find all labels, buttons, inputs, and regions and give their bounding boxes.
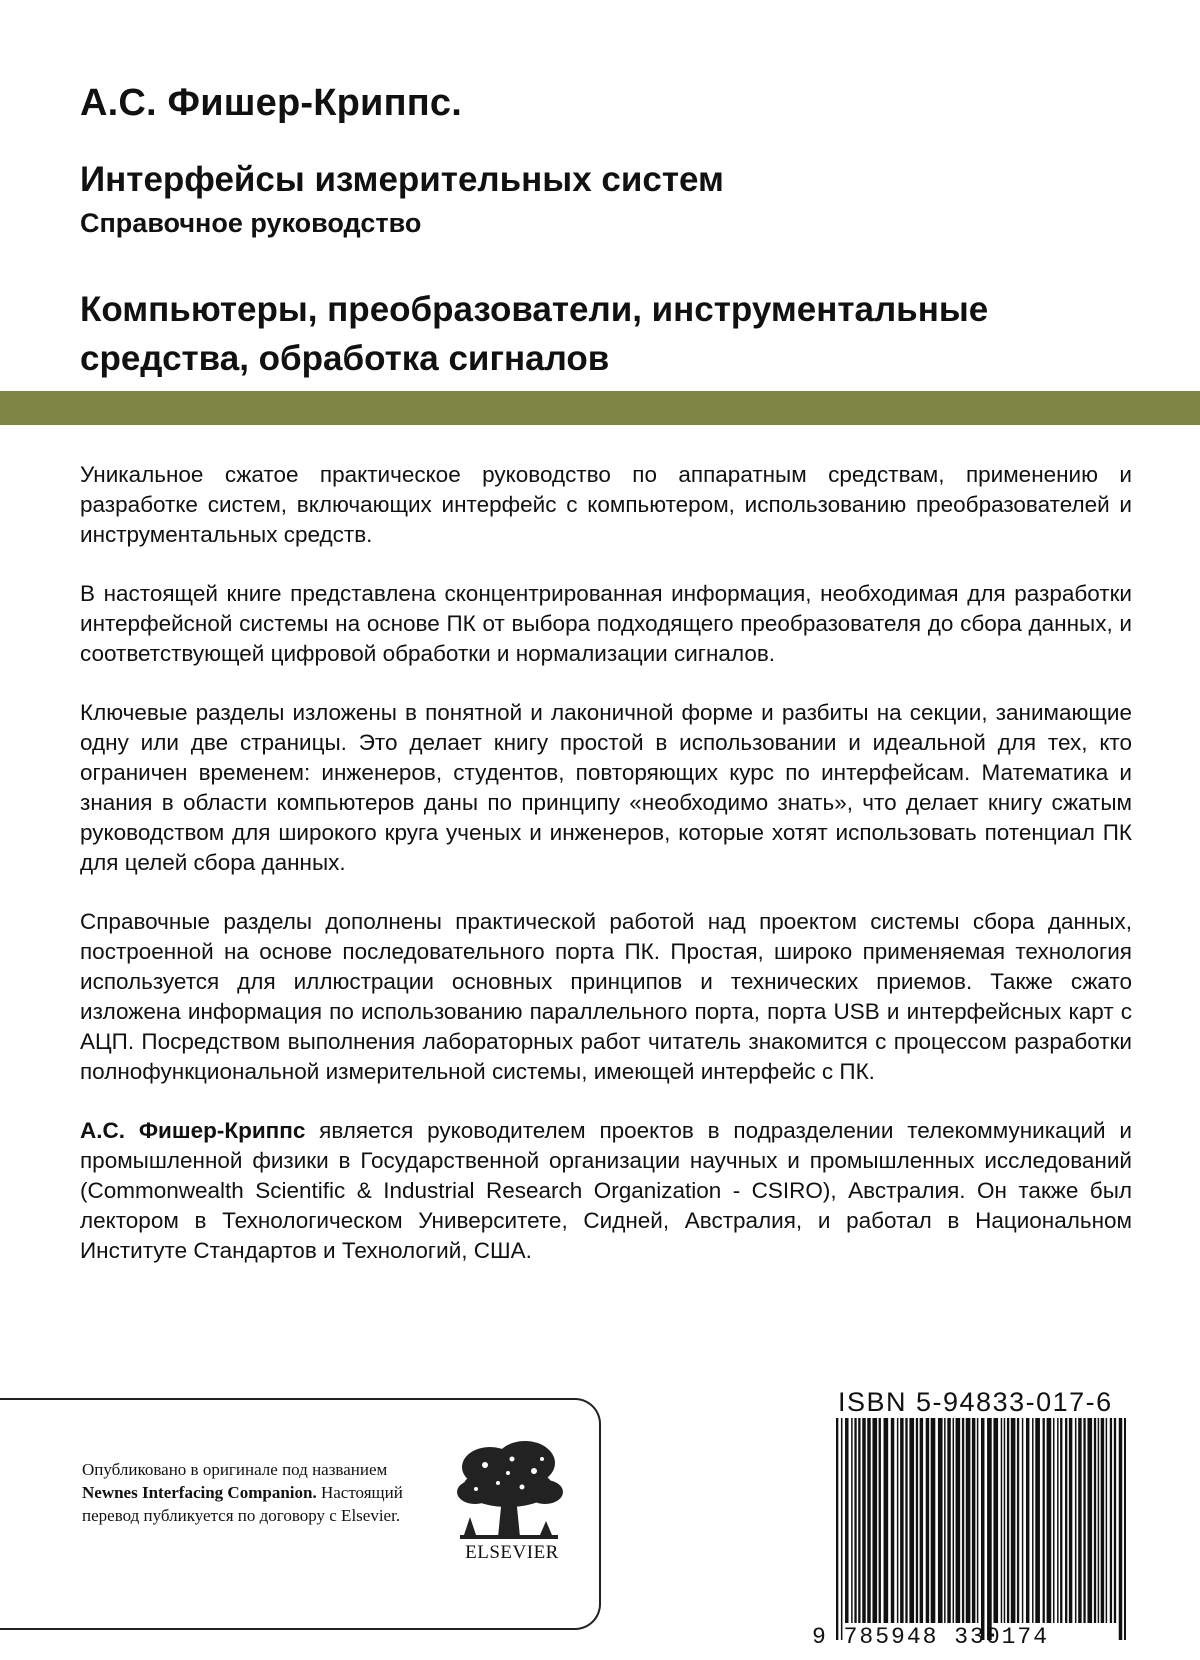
- barcode-bar: [1022, 1418, 1024, 1623]
- barcode-bar: [891, 1418, 894, 1623]
- barcode-bar: [916, 1418, 918, 1623]
- description-paragraph-3: Ключевые разделы изложены в понятной и лаконичной форме и разбиты на секции, занимающие одну или две страницы. Это делает книгу простой в использовании и идеальной для тех, кто ограничен временем: инженеров, студентов, повторяющих курс по интерфейсам. Математика и знания в области компьютеров даны по принципу «необходимо знать», что делает книгу сжатым руководством для широкого круга ученых и инженеров, которые хотят использовать потенциал ПК для целей сбора данных.: [80, 700, 1132, 875]
- author-bio-text: является руководителем проектов в подразделении телекоммуникаций и промышленной физики в Государственной организации научных и промышленных исследований (Commonwealth Scientific & Industrial Research Organization - CSIRO), Австралия. Он также был лектором в Технологическом Университете, Сидней, Австралия, и работал в Национальном Институте Стандартов и Технологий, США.: [80, 1118, 1132, 1263]
- publisher-logo-wordmark: ELSEVIER: [465, 1542, 559, 1563]
- barcode-bar: [1094, 1418, 1096, 1623]
- barcode-bar: [1043, 1418, 1045, 1623]
- barcode-bar: [947, 1418, 950, 1623]
- barcode-bar: [1119, 1418, 1122, 1640]
- barcode-bar: [884, 1418, 889, 1623]
- barcode-bar: [962, 1418, 964, 1623]
- barcode-bar: [1065, 1418, 1067, 1623]
- barcode-bar: [905, 1418, 907, 1623]
- description: [80, 460, 1132, 1295]
- barcode-bar: [993, 1418, 998, 1623]
- barcode-bar: [1057, 1418, 1059, 1623]
- barcode-bar: [1110, 1418, 1112, 1623]
- barcode-bar: [926, 1418, 929, 1623]
- publisher-note-part-2: Настоящий перевод публикуется по договору с Elsevier.: [82, 1483, 403, 1525]
- book-subject: [80, 285, 1080, 383]
- barcode-bar: [931, 1418, 936, 1623]
- barcode-bar: [845, 1418, 848, 1623]
- barcode-bar: [1026, 1418, 1029, 1623]
- barcode-bar: [854, 1418, 856, 1623]
- barcode: [836, 1418, 1126, 1640]
- barcode-bar: [1053, 1418, 1055, 1623]
- subject-line-2: средства, обработка сигналов: [80, 339, 610, 378]
- barcode-bar: [909, 1418, 914, 1623]
- barcode-bar: [841, 1418, 843, 1640]
- isbn-label: ISBN 5-94833-017-6: [838, 1387, 1113, 1417]
- barcode-bar: [1047, 1418, 1052, 1623]
- barcode-bar: [836, 1418, 838, 1640]
- barcode-bar: [977, 1418, 979, 1623]
- barcode-bar: [1075, 1418, 1077, 1623]
- description-paragraph-2: В настоящей книге представлена сконцентрированная информация, необходимая для разработки интерфейсной системы на основе ПК от выбора подходящего преобразователя до сбора данных, и соответствующей цифровой обработки и нормализации сигналов.: [80, 581, 1132, 666]
- barcode-bar: [920, 1418, 923, 1623]
- barcode-bar: [944, 1418, 946, 1623]
- barcode-bar: [972, 1418, 975, 1623]
- barcode-bar: [953, 1418, 955, 1623]
- barcode-bar: [851, 1418, 853, 1623]
- barcode-bar: [1004, 1418, 1006, 1623]
- barcode-bar: [1124, 1418, 1126, 1640]
- publisher-note: [82, 1458, 442, 1527]
- book-subtitle: Справочное руководство: [80, 208, 422, 238]
- barcode-bar: [966, 1418, 971, 1623]
- barcode-bar: [1011, 1418, 1016, 1623]
- barcode-bar: [1087, 1418, 1092, 1623]
- author-bio-name: А.С. Фишер-Криппс: [80, 1118, 306, 1143]
- accent-bar: [0, 391, 1200, 425]
- barcode-bar: [981, 1418, 984, 1640]
- barcode-bar: [1106, 1418, 1108, 1623]
- barcode-bar: [1017, 1418, 1019, 1623]
- barcode-bar: [987, 1418, 992, 1640]
- barcode-bar: [897, 1418, 899, 1623]
- barcode-bar: [872, 1418, 877, 1623]
- barcode-bar: [1060, 1418, 1062, 1623]
- barcode-bar: [938, 1418, 943, 1623]
- book-author: А.С. Фишер-Криппс.: [80, 82, 462, 124]
- barcode-bar: [1101, 1418, 1104, 1623]
- barcode-bar: [1001, 1418, 1003, 1623]
- ean-number: 9 785948 330174: [812, 1624, 1050, 1650]
- book-title: Интерфейсы измерительных систем: [80, 160, 724, 199]
- original-title: Newnes Interfacing Companion.: [82, 1483, 317, 1502]
- author-bio: [80, 1116, 1132, 1266]
- publisher-note-part-1: Опубликовано в оригинале под названием: [82, 1460, 388, 1479]
- description-paragraph-4: Справочные разделы дополнены практической работой над проектом системы сбора данных, построенной на основе последовательного порта ПК. Простая, широко применяемая технология используется для иллюстрации основных принципов и технических приемов. Также сжато изложена информация по использованию параллельного порта, порта USB и интерфейсных карт с АЦП. Посредством выполнения лабораторных работ читатель знакомится с процессом разработки полнофункциональной измерительной системы, имеющей интерфейс с ПК.: [80, 909, 1132, 1084]
- subject-line-1: Компьютеры, преобразователи, инструментальные: [80, 290, 989, 329]
- barcode-bar: [956, 1418, 961, 1623]
- barcode-bar: [1078, 1418, 1081, 1623]
- barcode-bar: [1098, 1418, 1100, 1623]
- barcode-bar: [1035, 1418, 1040, 1623]
- barcode-bar: [1007, 1418, 1009, 1623]
- barcode-bar: [1083, 1418, 1085, 1623]
- barcode-bar: [879, 1418, 881, 1623]
- barcode-bar: [867, 1418, 870, 1623]
- description-paragraph-1: Уникальное сжатое практическое руководство по аппаратным средствам, применению и разработке систем, включающих интерфейс с компьютером, использованию преобразователей и инструментальных средств.: [80, 462, 1132, 547]
- barcode-bar: [862, 1418, 865, 1623]
- barcode-bar: [1114, 1418, 1116, 1623]
- barcode-bar: [900, 1418, 903, 1623]
- barcode-bar: [1069, 1418, 1072, 1623]
- barcode-bar: [1032, 1418, 1034, 1623]
- barcode-bar: [858, 1418, 860, 1623]
